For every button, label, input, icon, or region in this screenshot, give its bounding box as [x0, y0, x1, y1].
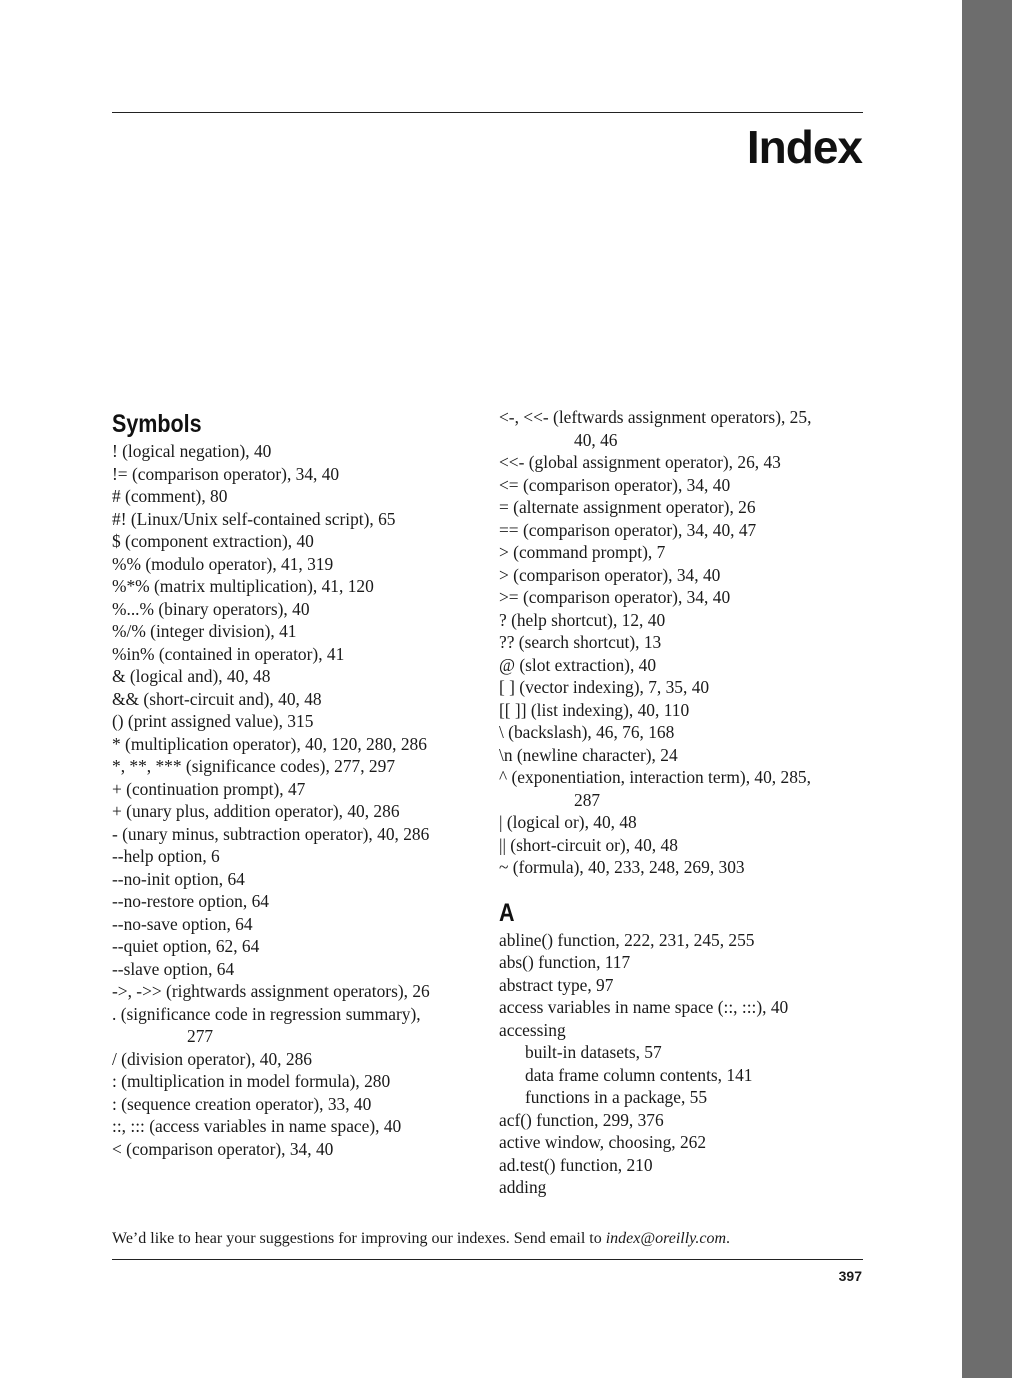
- index-entry: [112, 440, 487, 463]
- index-entry: [112, 665, 487, 688]
- index-entry: [499, 586, 874, 609]
- index-entry: [112, 643, 487, 666]
- index-entry-text: > (comparison operator), 34, 40: [499, 564, 721, 585]
- index-entry-text: ->, ->> (rightwards assignment operators), 26: [112, 981, 430, 1001]
- index-entry-text: & (logical and), 40, 48: [112, 666, 271, 686]
- symbols-entry-list-continued: [499, 406, 874, 879]
- index-entry-text: != (comparison operator), 34, 40: [112, 463, 340, 484]
- index-entry: [499, 699, 874, 722]
- index-entry-text: () (print assigned value), 315: [112, 711, 314, 731]
- index-entry-text: [[ ]] (list indexing), 40, 110: [499, 699, 690, 720]
- index-entry-text: acf() function, 299, 376: [499, 1109, 664, 1130]
- index-column-right: [499, 406, 874, 1199]
- top-rule: [112, 112, 863, 113]
- index-entry-text: . (significance code in regression summary),: [112, 1003, 421, 1024]
- index-entry: [499, 766, 874, 811]
- index-entry: [112, 868, 487, 891]
- index-entry-text: abstract type, 97: [499, 974, 614, 995]
- index-entry-text: : (sequence creation operator), 33, 40: [112, 1093, 372, 1114]
- footer-email: index@oreilly.com: [605, 1230, 727, 1247]
- index-entry-text: ! (logical negation), 40: [112, 441, 272, 461]
- index-entry-text: \ (backslash), 46, 76, 168: [499, 722, 675, 742]
- index-entry: [112, 620, 487, 643]
- index-entry: [112, 845, 487, 868]
- index-entry-text: accessing: [499, 1019, 566, 1040]
- section-heading-a: A: [499, 898, 515, 927]
- index-entry-text: --help option, 6: [112, 846, 220, 866]
- index-entry-text: >= (comparison operator), 34, 40: [499, 587, 731, 607]
- index-entry-text: ::, ::: (access variables in name space), 40: [112, 1116, 402, 1136]
- section-heading-symbols: Symbols: [112, 410, 202, 438]
- index-entry-text: --slave option, 64: [112, 958, 235, 979]
- index-entry: [499, 609, 874, 632]
- index-entry-text: abline() function, 222, 231, 245, 255: [499, 929, 755, 950]
- index-entry-text: + (continuation prompt), 47: [112, 778, 306, 799]
- index-entry-text: --no-save option, 64: [112, 913, 253, 934]
- index-entry-text: #! (Linux/Unix self-contained script), 65: [112, 508, 396, 529]
- index-entry-text: == (comparison operator), 34, 40, 47: [499, 519, 757, 540]
- index-entry: [112, 778, 487, 801]
- index-entry: [499, 1041, 874, 1064]
- index-entry-text: ^ (exponentiation, interaction term), 40, 285,: [499, 767, 811, 787]
- index-entry: [112, 1048, 487, 1071]
- index-entry: [499, 1064, 874, 1087]
- index-entry: [112, 890, 487, 913]
- index-entry: [112, 733, 487, 756]
- a-entry-list: [499, 929, 874, 1199]
- index-entry: [499, 1131, 874, 1154]
- symbols-entry-list: [112, 440, 487, 1160]
- index-entry: [112, 913, 487, 936]
- index-entry: [499, 721, 874, 744]
- index-entry-text: --no-init option, 64: [112, 868, 245, 889]
- index-entry-text: $ (component extraction), 40: [112, 531, 314, 551]
- index-entry-text: --quiet option, 62, 64: [112, 936, 260, 956]
- index-entry: [499, 406, 874, 451]
- index-entry: [112, 1070, 487, 1093]
- index-entry: [112, 1115, 487, 1138]
- index-entry-text: [ ] (vector indexing), 7, 35, 40: [499, 677, 710, 697]
- index-entry: [112, 530, 487, 553]
- index-entry: [499, 1109, 874, 1132]
- index-entry: [112, 823, 487, 846]
- index-entry-text: <= (comparison operator), 34, 40: [499, 474, 731, 495]
- index-entry-text: *, **, *** (significance codes), 277, 297: [112, 756, 396, 776]
- index-entry-text: - (unary minus, subtraction operator), 40, 286: [112, 823, 430, 844]
- page-number: 397: [838, 1268, 862, 1284]
- index-entry-text: ? (help shortcut), 12, 40: [499, 609, 666, 630]
- index-entry: [499, 564, 874, 587]
- index-entry: [499, 996, 874, 1019]
- index-entry: [499, 974, 874, 997]
- index-entry: [499, 676, 874, 699]
- index-entry-text: ~ (formula), 40, 233, 248, 269, 303: [499, 857, 745, 877]
- index-entry-text: --no-restore option, 64: [112, 891, 269, 911]
- index-entry: [499, 451, 874, 474]
- index-entry: [112, 1003, 487, 1048]
- index-entry-text: built-in datasets, 57: [525, 1042, 662, 1062]
- index-entry: [499, 631, 874, 654]
- index-entry-text: + (unary plus, addition operator), 40, 286: [112, 801, 400, 821]
- index-entry-text: * (multiplication operator), 40, 120, 280, 286: [112, 733, 427, 754]
- index-entry-text: %...% (binary operators), 40: [112, 598, 310, 619]
- index-entry: [112, 935, 487, 958]
- index-entry: [112, 463, 487, 486]
- index-entry: [112, 755, 487, 778]
- index-entry: [499, 1154, 874, 1177]
- index-entry: [112, 1093, 487, 1116]
- index-entry: [499, 834, 874, 857]
- index-entry-text: ad.test() function, 210: [499, 1154, 653, 1175]
- index-entry-text: | (logical or), 40, 48: [499, 812, 637, 832]
- index-entry-text: < (comparison operator), 34, 40: [112, 1138, 334, 1159]
- index-entry: [499, 951, 874, 974]
- index-entry-text: : (multiplication in model formula), 280: [112, 1071, 391, 1091]
- footer-end: .: [726, 1230, 731, 1247]
- side-thumb-bar: [962, 0, 1012, 1378]
- index-entry-continuation: 277: [187, 1026, 214, 1046]
- index-entry-text: adding: [499, 1177, 547, 1197]
- index-entry-text: \n (newline character), 24: [499, 744, 678, 765]
- index-entry-text: functions in a package, 55: [525, 1087, 708, 1107]
- index-entry-text: @ (slot extraction), 40: [499, 654, 657, 675]
- index-entry-text: && (short-circuit and), 40, 48: [112, 688, 322, 709]
- index-entry-text: ?? (search shortcut), 13: [499, 632, 662, 652]
- index-entry: [499, 474, 874, 497]
- index-entry-text: || (short-circuit or), 40, 48: [499, 834, 678, 855]
- index-entry-text: %/% (integer division), 41: [112, 621, 297, 641]
- index-entry: [499, 496, 874, 519]
- footer-text: We’d like to hear your suggestions for improving our indexes. Send email to: [112, 1230, 606, 1247]
- index-entry: [112, 575, 487, 598]
- index-entry: [112, 688, 487, 711]
- index-entry-text: access variables in name space (::, :::), 40: [499, 997, 789, 1017]
- index-entry: [112, 485, 487, 508]
- index-entry-text: %% (modulo operator), 41, 319: [112, 553, 334, 574]
- bottom-rule: [112, 1259, 863, 1260]
- index-entry: [499, 856, 874, 879]
- index-entry: [112, 710, 487, 733]
- index-entry: [112, 508, 487, 531]
- index-entry: [499, 1086, 874, 1109]
- index-entry: [499, 1176, 874, 1199]
- index-entry: [112, 958, 487, 981]
- index-column-left: [112, 406, 487, 1160]
- footer-note: [112, 1230, 730, 1248]
- index-entry-text: %in% (contained in operator), 41: [112, 643, 345, 664]
- index-entry-text: active window, choosing, 262: [499, 1132, 707, 1152]
- index-entry-text: # (comment), 80: [112, 486, 228, 506]
- index-entry-continuation: 40, 46: [574, 429, 618, 450]
- index-entry: [499, 744, 874, 767]
- index-entry-continuation: 287: [574, 789, 601, 810]
- index-entry-text: <-, <<- (leftwards assignment operators), 25,: [499, 407, 812, 427]
- index-entry: [499, 654, 874, 677]
- index-entry: [499, 519, 874, 542]
- index-entry-text: abs() function, 117: [499, 952, 631, 972]
- index-entry: [499, 811, 874, 834]
- page-title: Index: [746, 121, 862, 173]
- index-entry-text: %*% (matrix multiplication), 41, 120: [112, 576, 374, 596]
- index-entry: [112, 980, 487, 1003]
- index-entry: [499, 1019, 874, 1042]
- index-entry-text: = (alternate assignment operator), 26: [499, 497, 756, 517]
- index-entry-text: <<- (global assignment operator), 26, 43: [499, 452, 781, 472]
- index-entry: [499, 541, 874, 564]
- index-entry: [499, 929, 874, 952]
- index-entry: [112, 1138, 487, 1161]
- index-entry-text: > (command prompt), 7: [499, 542, 666, 562]
- index-entry: [112, 553, 487, 576]
- index-entry: [112, 800, 487, 823]
- index-entry: [112, 598, 487, 621]
- index-entry-text: / (division operator), 40, 286: [112, 1048, 312, 1069]
- index-entry-text: data frame column contents, 141: [525, 1064, 753, 1085]
